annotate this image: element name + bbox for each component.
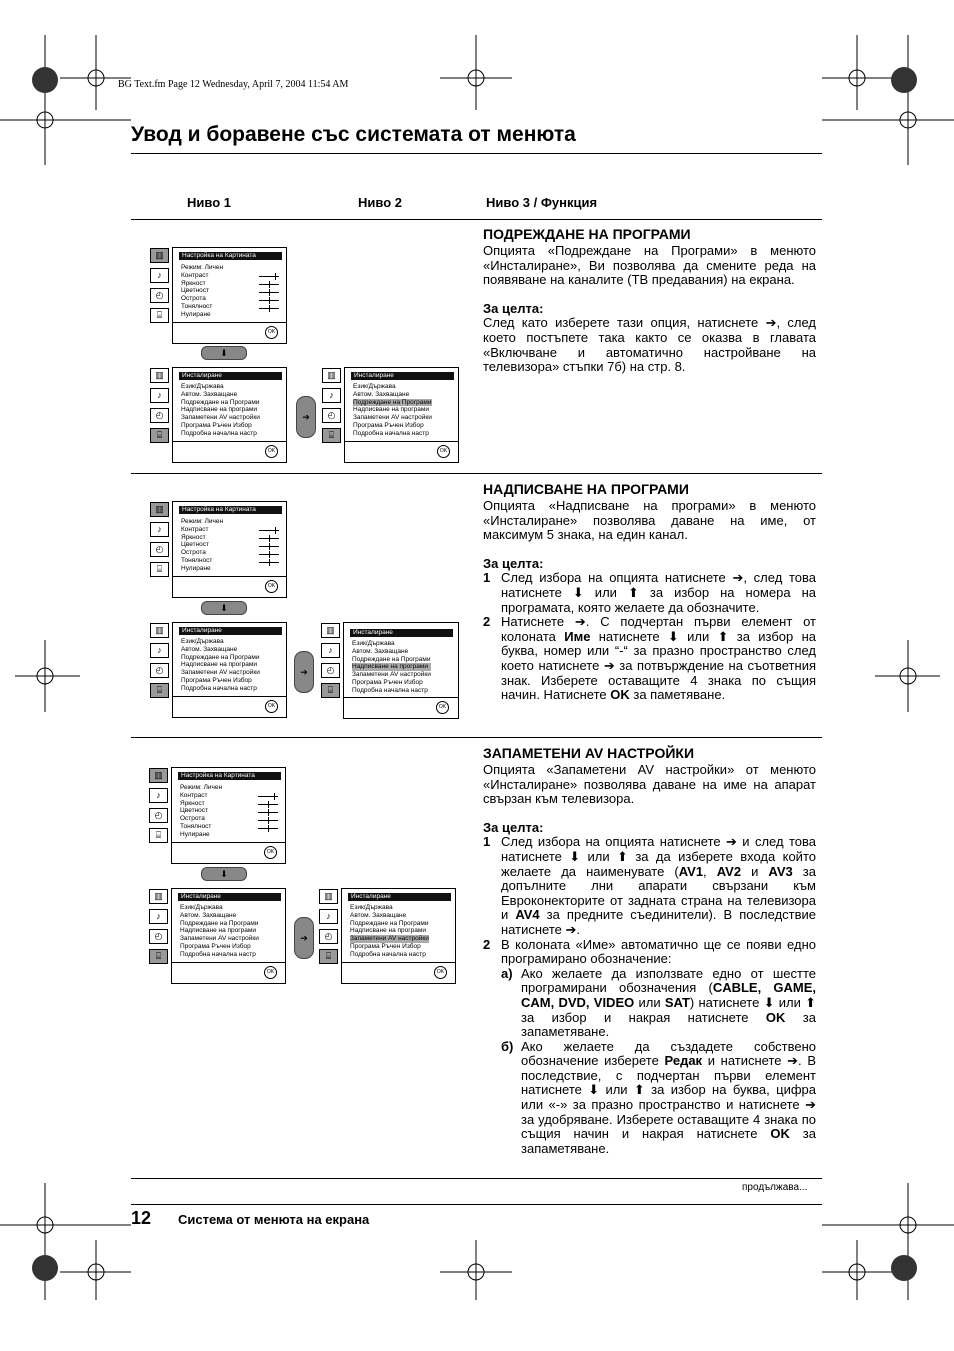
menu-item: Език/Държава bbox=[352, 640, 395, 647]
menu-item: Подреждане на Програми bbox=[181, 398, 260, 406]
right-arrow-icon: ➔ bbox=[296, 396, 316, 438]
menu-item: Подреждане на Програми bbox=[350, 919, 429, 927]
substep-letter: а) bbox=[501, 965, 513, 981]
text-run-bold: AV4 bbox=[515, 907, 540, 923]
menu-item: Подробна начална настр bbox=[353, 429, 429, 437]
menu-item: Подробна начална настр bbox=[352, 686, 428, 694]
picture-icon: ▥ bbox=[321, 623, 340, 638]
menu-title: Настройка на Картината bbox=[179, 506, 282, 514]
menu-icons bbox=[150, 248, 170, 328]
text-run-bold: SAT bbox=[664, 994, 690, 1010]
substep-text bbox=[521, 967, 816, 1040]
picture-icon: ▥ bbox=[150, 368, 169, 383]
menu-items bbox=[350, 904, 429, 959]
ok-icon: OK bbox=[264, 966, 277, 979]
menu-icons bbox=[150, 623, 170, 703]
menu-icons bbox=[150, 502, 170, 582]
timer-icon: ◴ bbox=[321, 663, 340, 678]
menu-item: Режим: Личен bbox=[181, 264, 224, 271]
install-menu bbox=[172, 367, 287, 463]
substep-letter: б) bbox=[501, 1038, 514, 1054]
picture-icon: ▥ bbox=[149, 889, 168, 904]
timer-icon: ◴ bbox=[149, 929, 168, 944]
sound-icon: ♪ bbox=[322, 388, 341, 403]
menu-items bbox=[180, 904, 259, 959]
menu-item: Нулиране bbox=[181, 564, 211, 572]
menu-item: Автом. Захващане bbox=[353, 390, 410, 398]
section-title: ПОДРЕЖДАНЕ НА ПРОГРАМИ bbox=[483, 226, 691, 242]
menu-items bbox=[181, 518, 223, 573]
setup-icon: ⌸ bbox=[149, 828, 168, 843]
right-arrow-icon: ➔ bbox=[294, 917, 314, 959]
page-title: Увод и боравене със системата от менюта bbox=[131, 123, 576, 146]
setup-icon: ⌸ bbox=[322, 428, 341, 443]
menu-icons bbox=[149, 889, 169, 969]
menu-item: Програма Ръчен Избор bbox=[353, 421, 424, 429]
section-body bbox=[483, 499, 816, 703]
level-2-heading: Ниво 2 bbox=[358, 195, 402, 210]
menu-item: Подробна начална настр bbox=[180, 950, 256, 958]
menu-item: Цветност bbox=[181, 541, 209, 549]
menu-item: Автом. Захващане bbox=[180, 911, 237, 919]
menu-item: Подреждане на Програми bbox=[180, 919, 259, 927]
step-number: 1 bbox=[483, 570, 491, 586]
menu-item: Запаметени AV настройки bbox=[181, 414, 260, 422]
section-rule bbox=[131, 473, 822, 474]
right-arrow-icon: ➔ bbox=[294, 651, 314, 693]
menu-item: Програма Ръчен Избор bbox=[352, 678, 423, 686]
timer-icon: ◴ bbox=[150, 542, 169, 557]
menu-item: Подробна начална настр bbox=[181, 429, 257, 437]
timer-icon: ◴ bbox=[150, 663, 169, 678]
text-run-bold: AV1 bbox=[678, 863, 704, 879]
menu-items bbox=[352, 640, 431, 695]
picture-icon: ▥ bbox=[319, 889, 338, 904]
setup-icon: ⌸ bbox=[149, 949, 168, 964]
goal-label: За целта: bbox=[483, 819, 544, 835]
menu-icons bbox=[321, 623, 341, 703]
menu-item: Програма Ръчен Избор bbox=[350, 942, 421, 950]
level-1-heading: Ниво 1 bbox=[187, 195, 231, 210]
menu-item: Език/Държава bbox=[181, 638, 224, 645]
menu-item-selected: Надписване на програми bbox=[352, 663, 431, 671]
menu-item: Тонялност bbox=[181, 302, 213, 310]
menu-item: Език/Държава bbox=[350, 904, 393, 911]
down-arrow-icon: ⬇ bbox=[201, 601, 247, 615]
install-menu bbox=[171, 888, 286, 984]
down-arrow-icon: ⬇ bbox=[201, 867, 247, 881]
picture-icon: ▥ bbox=[150, 248, 169, 263]
section-rule bbox=[131, 219, 822, 220]
menu-item: Език/Държава bbox=[181, 383, 224, 390]
setup-icon: ⌸ bbox=[319, 949, 338, 964]
goal-label: За целта: bbox=[483, 300, 544, 316]
menu-item: Режим: Личен bbox=[181, 518, 224, 525]
menu-item: Автом. Захващане bbox=[181, 645, 238, 653]
text-run: за паметяване. bbox=[629, 687, 726, 703]
section-intro: Опцията «Запаметени AV настройки» от менюто «Инсталиране» позволява даване на име на апарат свързан към телевизора. bbox=[483, 762, 816, 807]
goal-label: За целта: bbox=[483, 555, 544, 571]
menu-item: Автом. Захващане bbox=[181, 390, 238, 398]
menu-title: Инсталиране bbox=[348, 893, 451, 901]
timer-icon: ◴ bbox=[150, 408, 169, 423]
text-run-bold: AV3 bbox=[768, 863, 793, 879]
text-run: и натиснете ➔. В последствие, с подчертан първи елемент натиснете ⬇ или ⬆ за избор на буква, цифра или «-» за празно пространство и натиснете ➔ за удобряване. Изберете оставащите 4 знака по същия начин и накрая натиснете bbox=[521, 1053, 816, 1142]
menu-item: Запаметени AV настройки bbox=[180, 935, 259, 943]
menu-title: Настройка на Картината bbox=[178, 772, 281, 780]
menu-icons bbox=[319, 889, 339, 969]
sound-icon: ♪ bbox=[150, 388, 169, 403]
menu-item: Надписване на програми bbox=[180, 927, 256, 935]
menu-item: Автом. Захващане bbox=[352, 647, 409, 655]
picture-menu bbox=[172, 247, 287, 344]
menu-item: Надписване на програми bbox=[350, 927, 426, 935]
menu-item: Яркност bbox=[181, 279, 206, 287]
setup-icon: ⌸ bbox=[150, 562, 169, 577]
picture-icon: ▥ bbox=[150, 623, 169, 638]
ok-icon: OK bbox=[436, 701, 449, 714]
menu-title: Инсталиране bbox=[351, 372, 454, 380]
menu-item: Език/Държава bbox=[180, 904, 223, 911]
menu-title: Инсталиране bbox=[350, 629, 453, 637]
file-header: BG Text.fm Page 12 Wednesday, April 7, 2004 11:54 AM bbox=[118, 79, 349, 90]
menu-title: Настройка на Картината bbox=[179, 252, 282, 260]
step-number: 2 bbox=[483, 614, 491, 630]
menu-item: Тонялност bbox=[180, 822, 212, 830]
substep-text bbox=[521, 1040, 816, 1157]
text-run: Ако желаете да създадете собствено обозначение изберете bbox=[521, 1038, 816, 1069]
timer-icon: ◴ bbox=[319, 929, 338, 944]
menu-icons bbox=[322, 368, 342, 448]
text-run-bold: OK bbox=[765, 1009, 786, 1025]
menu-item: Контраст bbox=[181, 525, 209, 533]
level-3-heading: Ниво 3 / Функция bbox=[486, 195, 598, 210]
menu-item: Програма Ръчен Избор bbox=[180, 942, 251, 950]
continued-note: продължава... bbox=[742, 1182, 808, 1193]
text-run-bold: AV2 bbox=[716, 863, 742, 879]
menu-item: Запаметени AV настройки bbox=[352, 671, 431, 679]
menu-item: Острота bbox=[180, 815, 205, 823]
menu-item: Подробна начална настр bbox=[181, 684, 257, 692]
text-run-bold: OK bbox=[610, 687, 630, 703]
text-run: , bbox=[703, 863, 717, 879]
menu-item: Контраст bbox=[180, 791, 208, 799]
menu-item: Яркност bbox=[180, 799, 205, 807]
menu-item: Надписване на програми bbox=[181, 406, 257, 414]
text-run: Ако желаете да използвате едно от шестте програмирани обозначения ( bbox=[521, 965, 816, 996]
text-run-bold: Редак bbox=[664, 1053, 703, 1069]
menu-icons bbox=[149, 768, 169, 848]
step-number: 1 bbox=[483, 834, 491, 850]
menu-item: Надписване на програми bbox=[181, 661, 257, 669]
goal-text: След като изберете тази опция, натиснете ➔, след което постъпете така както се оказва в главата «Включване и автоматично настройване на телевизора» стъпки 7б) на стр. 8. bbox=[483, 315, 816, 375]
menu-item: Подреждане на Програми bbox=[352, 655, 431, 663]
text-run-bold: OK bbox=[770, 1126, 790, 1142]
menu-item: Цветност bbox=[180, 807, 208, 815]
menu-item: Нулиране bbox=[181, 310, 211, 318]
sound-icon: ♪ bbox=[319, 909, 338, 924]
footer-title: Система от менюта на екрана bbox=[178, 1212, 370, 1227]
menu-item: Програма Ръчен Избор bbox=[181, 421, 252, 429]
menu-item: Запаметени AV настройки bbox=[353, 414, 432, 422]
menu-items bbox=[181, 638, 260, 693]
text-run: или bbox=[634, 994, 665, 1010]
ok-icon: OK bbox=[434, 966, 447, 979]
menu-item: Острота bbox=[181, 549, 206, 557]
text-run: ) натиснете ⬇ или ⬆ за избор и накрая натиснете bbox=[521, 994, 816, 1025]
step-text: След избора на опцията натиснете ➔, след това натиснете ⬇ или ⬆ за избор на номера на програмата, която желаете да обозначите. bbox=[501, 570, 816, 615]
step-number: 2 bbox=[483, 936, 491, 952]
menu-item: Нулиране bbox=[180, 830, 210, 838]
step-text: В колоната «Име» автоматично ще се появи едно програмирано обозначение: bbox=[501, 936, 816, 967]
down-arrow-icon: ⬇ bbox=[201, 346, 247, 360]
section-title: НАДПИСВАНЕ НА ПРОГРАМИ bbox=[483, 481, 689, 497]
text-run-bold: Име bbox=[564, 628, 591, 644]
text-run: за предните съединители). В последствие натиснете ➔. bbox=[501, 907, 817, 937]
text-run-bold: CABLE, GAME, CAM, DVD, VIDEO bbox=[521, 980, 816, 1010]
menu-items bbox=[181, 264, 223, 319]
text-run: за допълните лни апарати свързани към Евроконекторите от задната страна на телевизора и bbox=[501, 863, 816, 923]
menu-item: Тонялност bbox=[181, 556, 213, 564]
menu-item: Цветност bbox=[181, 287, 209, 295]
text-run: за запаметяване. bbox=[521, 1009, 816, 1040]
sound-icon: ♪ bbox=[150, 268, 169, 283]
install-menu-level2 bbox=[341, 888, 456, 984]
section-body bbox=[483, 763, 816, 1156]
menu-item: Режим: Личен bbox=[180, 784, 223, 791]
menu-title: Инсталиране bbox=[179, 627, 282, 635]
menu-item: Автом. Захващане bbox=[350, 911, 407, 919]
section-rule bbox=[131, 1178, 822, 1179]
menu-item: Надписване на програми bbox=[353, 406, 429, 414]
picture-menu bbox=[171, 767, 286, 864]
ok-icon: OK bbox=[265, 445, 278, 458]
timer-icon: ◴ bbox=[322, 408, 341, 423]
ok-icon: OK bbox=[265, 326, 278, 339]
picture-icon: ▥ bbox=[149, 768, 168, 783]
menu-items bbox=[353, 383, 432, 438]
setup-icon: ⌸ bbox=[150, 308, 169, 323]
page-number: 12 bbox=[131, 1208, 152, 1228]
ok-icon: OK bbox=[265, 580, 278, 593]
text-run: След избора на опцията натиснете ➔ и след това натиснете ⬇ или ⬆ за да изберете входа който желаете да наименувате ( bbox=[501, 834, 816, 879]
menu-item-selected: Подреждане на Програми bbox=[353, 398, 432, 406]
menu-item: Програма Ръчен Избор bbox=[181, 676, 252, 684]
text-run: и bbox=[741, 863, 769, 879]
sound-icon: ♪ bbox=[149, 788, 168, 803]
sound-icon: ♪ bbox=[149, 909, 168, 924]
menu-items bbox=[181, 383, 260, 438]
section-title: ЗАПАМЕТЕНИ AV НАСТРОЙКИ bbox=[483, 745, 695, 761]
picture-menu bbox=[172, 501, 287, 598]
sound-icon: ♪ bbox=[321, 643, 340, 658]
section-intro: Опцията «Подреждане на Програми» в менюто «Инсталиране», Ви позволява да смените реда на появяване на каналите (ТВ предавания) на екрана. bbox=[483, 243, 816, 288]
picture-icon: ▥ bbox=[150, 502, 169, 517]
menu-item: Подреждане на Програми bbox=[181, 653, 260, 661]
footer-rule bbox=[131, 1204, 822, 1205]
sound-icon: ♪ bbox=[150, 643, 169, 658]
timer-icon: ◴ bbox=[150, 288, 169, 303]
menu-item-selected: Запаметени AV настройки bbox=[350, 935, 429, 943]
install-menu-level2 bbox=[344, 367, 459, 463]
menu-title: Инсталиране bbox=[178, 893, 281, 901]
ok-icon: OK bbox=[265, 700, 278, 713]
install-menu bbox=[172, 622, 287, 718]
menu-item: Запаметени AV настройки bbox=[181, 669, 260, 677]
text-run: за запаметяване. bbox=[521, 1126, 816, 1156]
menu-item: Острота bbox=[181, 295, 206, 303]
menu-items bbox=[180, 784, 222, 839]
setup-icon: ⌸ bbox=[321, 683, 340, 698]
ok-icon: OK bbox=[437, 445, 450, 458]
sound-icon: ♪ bbox=[150, 522, 169, 537]
step-text bbox=[501, 615, 816, 703]
menu-icons bbox=[150, 368, 170, 448]
timer-icon: ◴ bbox=[149, 808, 168, 823]
install-menu-level2 bbox=[343, 622, 459, 719]
text-run: Натиснете ➔. С подчертан първи елемент от колоната bbox=[501, 614, 816, 644]
menu-title: Инсталиране bbox=[179, 372, 282, 380]
text-run: натиснете ⬇ или ⬆ за избор на буква, номер или “-“ за празно пространство след което натиснете ➔ за потвърждение на съответния знак. Изберете оставащите 4 знака по същия начин. Натиснете bbox=[501, 628, 816, 703]
section-body bbox=[483, 244, 816, 375]
setup-icon: ⌸ bbox=[150, 428, 169, 443]
picture-icon: ▥ bbox=[322, 368, 341, 383]
section-intro: Опцията «Надписване на програми» в менюто «Инсталиране» позволява даване на име, от максимум 5 знака, на един канал. bbox=[483, 498, 816, 543]
menu-item: Подробна начална настр bbox=[350, 950, 426, 958]
setup-icon: ⌸ bbox=[150, 683, 169, 698]
menu-item: Яркност bbox=[181, 533, 206, 541]
menu-item: Контраст bbox=[181, 271, 209, 279]
menu-item: Език/Държава bbox=[353, 383, 396, 390]
section-rule bbox=[131, 737, 822, 738]
title-rule bbox=[131, 153, 822, 154]
step-text bbox=[501, 835, 816, 937]
ok-icon: OK bbox=[264, 846, 277, 859]
